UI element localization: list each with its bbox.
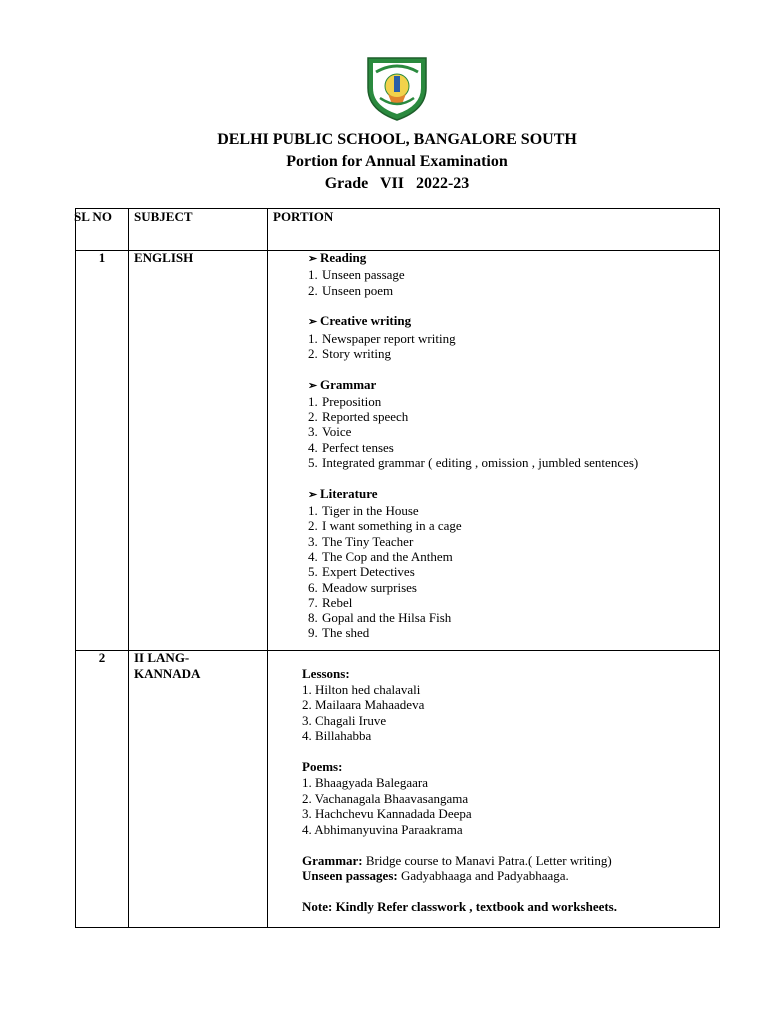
school-name: DELHI PUBLIC SCHOOL, BANGALORE SOUTH [217,131,577,148]
portion-table [75,208,720,928]
arrow-bullet-icon: ➢ [308,488,318,501]
arrow-bullet-icon: ➢ [308,253,318,265]
list-item: 3. Chagali Iruve [302,712,387,728]
section-grammar [308,377,718,394]
kannada-portion [302,666,717,915]
list-item: 1. Hilton hed chalavali [302,681,421,697]
list-item: 2. Reported speech [308,409,409,425]
row-1-slno: 1 [98,250,106,265]
document-title: Portion for Annual Examination [286,153,508,170]
list-item: 7. Rebel [308,594,353,610]
column-divider [128,209,129,927]
list-item: 1. Unseen passage [308,267,405,283]
section-title: Reading [320,250,367,265]
header-slno: SL NO [74,209,112,224]
list-item: 3. Voice [308,424,352,440]
subject-line: KANNADA [134,665,201,681]
list-item: 2. Story writing [308,345,391,361]
row-2-slno: 2 [98,650,106,665]
list-item: 2. I want something in a cage [308,518,462,534]
school-logo-emblem [362,50,432,122]
arrow-bullet-icon: ➢ [308,379,318,392]
list-item: 3. The Tiny Teacher [308,533,414,549]
unseen-label: Unseen passages: [302,868,398,884]
grammar-line [302,853,717,869]
list-item: 2. Vachanagala Bhaavasangama [302,790,469,806]
column-divider [267,209,268,927]
grammar-label: Grammar: [302,852,363,868]
section-title: Grammar [320,376,377,392]
grammar-text: Bridge course to Manavi Patra.( Letter writing) [362,852,612,868]
row-1-subject: ENGLISH [134,250,194,265]
section-title: Literature [320,485,378,501]
lessons-title: Lessons: [302,666,350,681]
list-item: 9. The shed [308,625,370,641]
section-literature [308,486,718,503]
header-portion: PORTION [273,209,334,224]
list-item: 6. Meadow surprises [308,579,417,595]
list-item: 1. Bhaagyada Balegaara [302,774,428,790]
list-item: 8. Gopal and the Hilsa Fish [308,610,452,626]
list-item: 5. Integrated grammar ( editing , omission , jumbled sentences) [308,455,639,471]
row-2-subject [134,650,214,681]
list-item: 1. Preposition [308,393,382,409]
list-item: 4. Perfect tenses [308,439,394,455]
list-item: 4. The Cop and the Anthem [308,548,453,564]
list-item: 1. Newspaper report writing [308,330,456,346]
list-item: 2. Mailaara Mahaadeva [302,697,425,713]
grade-year: Grade VII 2022-23 [324,175,470,192]
section-title: Creative writing [320,313,412,329]
section-reading [308,250,718,267]
list-item: 3. Hachchevu Kannadada Deepa [302,806,472,822]
list-item: 1. Tiger in the House [308,503,419,519]
note: Note: Kindly Refer classwork , textbook and worksheets. [302,899,617,915]
poems-title: Poems: [302,759,343,775]
list-item: 5. Expert Detectives [308,564,415,580]
unseen-text: Gadyabhaaga and Padyabhaaga. [397,868,569,884]
section-creative-writing [308,313,718,330]
unseen-line [302,868,717,884]
header-subject: SUBJECT [134,209,193,224]
arrow-bullet-icon: ➢ [308,316,318,329]
list-item: 4. Billahabba [302,728,372,744]
subject-line: II LANG- [134,650,190,665]
list-item: 4. Abhimanyuvina Paraakrama [302,821,463,837]
list-item: 2. Unseen poem [308,282,394,298]
english-portion [308,250,718,641]
